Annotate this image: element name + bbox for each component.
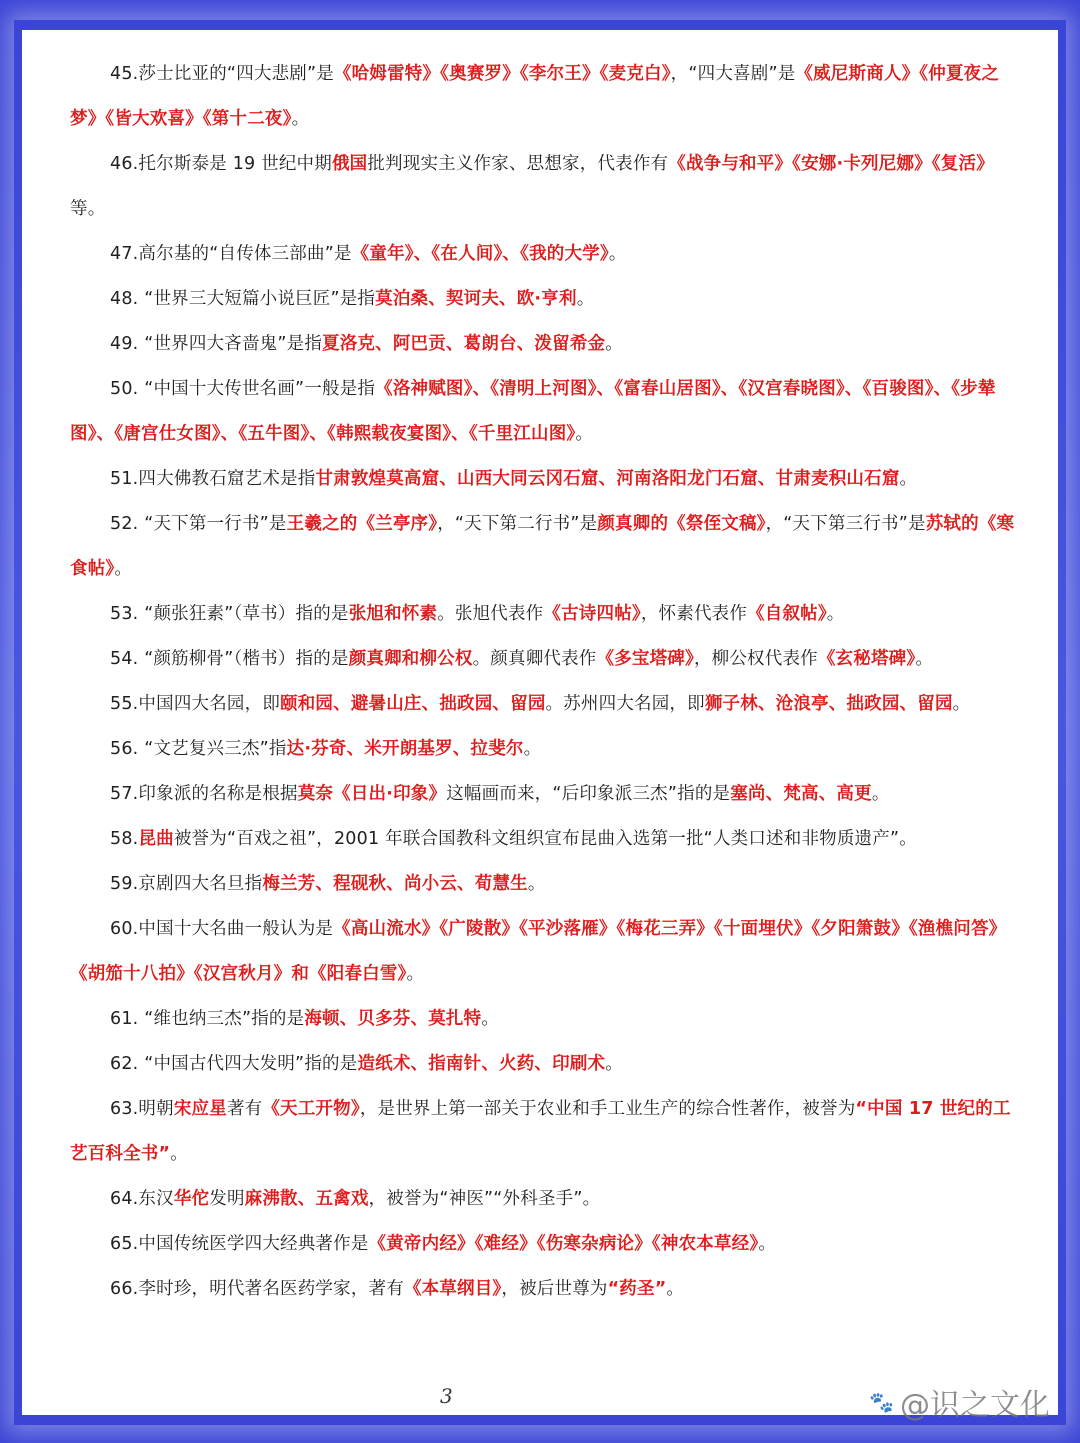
item-52 [70, 502, 1020, 592]
body-text: 被誉为“百戏之祖”，2001 年联合国教科文组织宣布昆曲入选第一批“人类口述和非物质遗产”。 [173, 829, 917, 849]
body-text: 53. “颠张狂素”（草书）指的是 [110, 604, 349, 624]
body-text: ，被后世尊为 [501, 1279, 608, 1299]
highlight-text: 甘肃敦煌莫高窟、山西大同云冈石窟、河南洛阳龙门石窟、甘肃麦积山石窟 [315, 469, 900, 489]
body-text: 。 [826, 604, 845, 624]
highlight-text: 颐和园、避暑山庄、拙政园、留园 [280, 694, 546, 714]
highlight-text: “中国 17 世纪的工艺百科全书” [70, 1099, 1011, 1164]
body-text: ，是世界上第一部关于农业和手工业生产的综合性著作，被誉为 [359, 1099, 856, 1119]
body-text: 。 [576, 289, 595, 309]
body-text: 。 [605, 1054, 623, 1074]
highlight-text: 《高山流水》《广陵散》《平沙落雁》《梅花三弄》《十面埋伏》《夕阳箫鼓》《渔樵问答》《胡笳十八拍》《汉宫秋月》和《阳春白雪》 [70, 919, 1007, 984]
body-text: 50. “中国十大传世名画”一般是指 [110, 379, 376, 399]
highlight-text: 华佗 [173, 1189, 210, 1209]
highlight-text: 俄国 [331, 154, 368, 174]
body-text: 。 [523, 739, 542, 759]
highlight-text: 苏轼的《寒食帖》 [70, 514, 1015, 579]
highlight-text: 达·芬奇、米开朗基罗、拉斐尔 [286, 739, 524, 759]
highlight-text: 张旭和怀素 [348, 604, 438, 624]
highlight-text: 梅兰芳、程砚秋、尚小云、荀慧生 [262, 874, 528, 894]
body-text: 54. “颜筋柳骨”（楷书）指的是 [110, 649, 349, 669]
body-text: 64.东汉 [110, 1189, 174, 1209]
highlight-text: 颜真卿的《祭侄文稿》 [597, 514, 766, 534]
body-text: 。 [952, 694, 971, 714]
body-text: 59.京剧四大名旦指 [110, 874, 263, 894]
body-text: 45.莎士比亚的“四大悲剧”是 [110, 64, 334, 84]
highlight-text: 《童年》、《在人间》、《我的大学》 [351, 244, 609, 264]
body-text: 这幅画而来，“后印象派三杰”指的是 [446, 784, 731, 804]
body-text: 61. “维也纳三杰”指的是 [110, 1009, 305, 1029]
item-49 [70, 322, 1020, 367]
highlight-text: 《哈姆雷特》《奥赛罗》《李尔王》《麦克白》 [333, 64, 671, 84]
item-47 [70, 232, 1020, 277]
item-65 [70, 1222, 1020, 1267]
highlight-text: 《洛神赋图》、《清明上河图》、《富春山居图》、《汉宫春晓图》、《百骏图》、《步辇图》、《唐宫仕女图》、《五牛图》、《韩熙载夜宴图》、《千里江山图》 [70, 379, 996, 444]
highlight-text: 《多宝塔碑》 [596, 649, 694, 669]
body-text: ，怀素代表作 [640, 604, 748, 624]
body-text: 。 [871, 784, 890, 804]
body-text: 55.中国四大名园，即 [110, 694, 281, 714]
item-45 [70, 52, 1020, 142]
highlight-text: 狮子林、沧浪亭、拙政园、留园 [704, 694, 953, 714]
item-53 [70, 592, 1020, 637]
highlight-text: 宋应星 [173, 1099, 227, 1119]
item-58 [70, 817, 1020, 862]
body-text: 。 [575, 424, 594, 444]
body-text: 62. “中国古代四大发明”指的是 [110, 1054, 358, 1074]
highlight-text: 莫奈《日出·印象》 [297, 784, 447, 804]
body-text: 。 [481, 1009, 500, 1029]
highlight-text: 《古诗四帖》 [543, 604, 641, 624]
body-text: ，“天下第二行书”是 [437, 514, 598, 534]
item-55 [70, 682, 1020, 727]
highlight-text: 夏洛克、阿巴贡、葛朗台、泼留希金 [322, 334, 606, 354]
highlight-text: 莫泊桑、契诃夫、欧·亨利 [375, 289, 577, 309]
body-text: 52. “天下第一行书”是 [110, 514, 287, 534]
highlight-text: 《玄秘塔碑》 [817, 649, 916, 669]
item-66 [70, 1267, 1020, 1312]
highlight-text: 《威尼斯商人》《仲夏夜之梦》《皆大欢喜》《第十二夜》 [70, 64, 1000, 129]
document-page [22, 30, 1058, 1415]
body-text: ，被誉为“神医”“外科圣手”。 [368, 1189, 601, 1209]
body-text: 。张旭代表作 [437, 604, 544, 624]
highlight-text: 《战争与和平》《安娜·卡列尼娜》《复活》 [668, 154, 994, 174]
body-text: 。 [666, 1279, 685, 1299]
body-text: 等。 [70, 199, 106, 219]
item-57 [70, 772, 1020, 817]
body-text: 65.中国传统医学四大经典著作是 [110, 1234, 369, 1254]
watermark-text: @识之文化 [900, 1388, 1050, 1423]
item-54 [70, 637, 1020, 682]
body-text: 。苏州四大名园，即 [545, 694, 705, 714]
highlight-text: “药圣” [607, 1279, 667, 1299]
body-text: ，“天下第三行书”是 [765, 514, 926, 534]
item-51 [70, 457, 1020, 502]
body-text: 。 [915, 649, 934, 669]
paw-icon: 🐾 [869, 1390, 894, 1414]
body-text: ，“四大喜剧”是 [670, 64, 796, 84]
item-61 [70, 997, 1020, 1042]
body-text: 批判现实主义作家、思想家，代表作有 [367, 154, 669, 174]
item-62 [70, 1042, 1020, 1087]
highlight-text: 《自叙帖》 [747, 604, 827, 624]
body-text: 46.托尔斯泰是 19 世纪中期 [110, 154, 332, 174]
body-text: 著有 [226, 1099, 263, 1119]
body-text: 57.印象派的名称是根据 [110, 784, 298, 804]
highlight-text: 《本草纲目》 [403, 1279, 502, 1299]
body-text: 51.四大佛教石窟艺术是指 [110, 469, 316, 489]
body-text: 。 [406, 964, 425, 984]
watermark [869, 1380, 1050, 1424]
body-text: 66.李时珍，明代著名医药学家，著有 [110, 1279, 404, 1299]
content-area [70, 52, 1020, 1312]
body-text: 。颜真卿代表作 [472, 649, 597, 669]
highlight-text: 海顿、贝多芬、莫扎特 [304, 1009, 482, 1029]
body-text: 56. “文艺复兴三杰”指 [110, 739, 287, 759]
item-50 [70, 367, 1020, 457]
body-text: 。 [527, 874, 546, 894]
page-number: 3 [440, 1384, 453, 1408]
item-64 [70, 1177, 1020, 1222]
body-text: 。 [758, 1234, 777, 1254]
highlight-text: 造纸术、指南针、火药、印刷术 [357, 1054, 606, 1074]
item-59 [70, 862, 1020, 907]
body-text: ，柳公权代表作 [693, 649, 818, 669]
body-text: 58. [110, 829, 139, 849]
body-text: 。 [605, 334, 623, 354]
item-63 [70, 1087, 1020, 1177]
highlight-text: 昆曲 [138, 829, 174, 849]
body-text: 63.明朝 [110, 1099, 174, 1119]
item-48 [70, 277, 1020, 322]
body-text: 49. “世界四大吝啬鬼”是指 [110, 334, 323, 354]
body-text: 发明 [209, 1189, 245, 1209]
body-text: 。 [291, 109, 310, 129]
body-text: 。 [608, 244, 627, 264]
highlight-text: 颜真卿和柳公权 [348, 649, 473, 669]
highlight-text: 麻沸散、五禽戏 [244, 1189, 369, 1209]
body-text: 47.高尔基的“自传体三部曲”是 [110, 244, 352, 264]
body-text: 48. “世界三大短篇小说巨匠”是指 [110, 289, 376, 309]
highlight-text: 王羲之的《兰亭序》 [286, 514, 438, 534]
item-46 [70, 142, 1020, 232]
item-56 [70, 727, 1020, 772]
body-text: 。 [114, 559, 133, 579]
item-60 [70, 907, 1020, 997]
highlight-text: 《天工开物》 [262, 1099, 360, 1119]
body-text: 60.中国十大名曲一般认为是 [110, 919, 334, 939]
body-text: 。 [170, 1144, 188, 1164]
highlight-text: 《黄帝内经》《难经》《伤寒杂病论》《神农本草经》 [368, 1234, 759, 1254]
body-text: 。 [899, 469, 918, 489]
highlight-text: 塞尚、梵高、高更 [730, 784, 872, 804]
